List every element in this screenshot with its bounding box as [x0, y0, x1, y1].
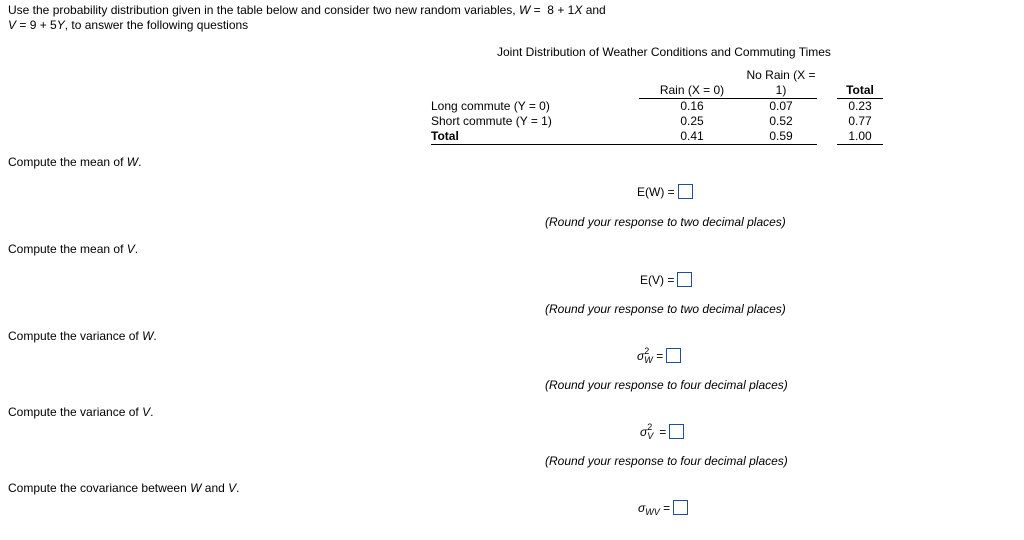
answer-variance-v: σ 2 V = — [640, 424, 684, 439]
sigma-symbol: σ — [637, 349, 645, 363]
row-label: Short commute (Y = 1) — [431, 114, 552, 128]
table-cell: 0.59 — [745, 129, 817, 145]
table-cell: 0.52 — [769, 114, 793, 128]
intro-text — [8, 3, 606, 33]
rounding-note: (Round your response to four decimal places) — [545, 378, 788, 392]
answer-mean-v — [640, 272, 692, 287]
table-header-no-rain: No Rain (X = 1) — [746, 68, 816, 97]
table-row-total — [431, 129, 883, 145]
table-header-total: Total — [837, 68, 883, 99]
answer-input-variance-v[interactable] — [669, 424, 684, 439]
question-covariance: Compute the covariance between W and V. — [8, 481, 240, 495]
answer-label: E(V) = — [640, 273, 675, 287]
question-mean-v: Compute the mean of V. — [8, 242, 139, 256]
joint-distribution-table — [431, 68, 883, 145]
answer-input-covariance[interactable] — [673, 500, 688, 515]
row-label: Long commute (Y = 0) — [431, 98, 550, 113]
table-row — [431, 99, 883, 115]
table-cell: 0.41 — [639, 129, 745, 145]
intro-line-1: Use the probability distribution given in the table below and consider two new random variables, W = 8 + 1X and — [8, 3, 606, 17]
answer-variance-w: σ 2 W = — [637, 348, 681, 363]
rounding-note: (Round your response to two decimal places) — [545, 215, 786, 229]
table-cell: 0.16 — [680, 99, 704, 113]
question-variance-w: Compute the variance of W. — [8, 329, 157, 343]
table-header-empty — [431, 68, 639, 99]
answer-input-mean-v[interactable] — [677, 272, 692, 287]
answer-label: E(W) = — [637, 185, 675, 199]
row-label: Total — [431, 129, 639, 145]
table-cell: 0.25 — [680, 114, 704, 128]
table-header-row — [431, 68, 883, 99]
sigma-symbol: σ — [640, 425, 648, 439]
sigma-symbol: σ — [638, 501, 646, 515]
rounding-note: (Round your response to four decimal places) — [545, 454, 788, 468]
table-header-rain: Rain (X = 0) — [639, 68, 745, 99]
answer-input-variance-w[interactable] — [666, 348, 681, 363]
rounding-note: (Round your response to two decimal places) — [545, 302, 786, 316]
table-cell: 0.23 — [848, 99, 872, 113]
table-cell: 1.00 — [837, 129, 883, 145]
table-cell: 0.77 — [848, 114, 872, 128]
answer-input-mean-w[interactable] — [678, 184, 693, 199]
answer-covariance: $\sigma_{WV}$ = — [638, 500, 688, 516]
table-caption: Joint Distribution of Weather Conditions and Commuting Times — [497, 45, 831, 59]
table-row — [431, 114, 883, 129]
question-variance-v: Compute the variance of V. — [8, 405, 154, 419]
table-cell: 0.07 — [769, 99, 793, 113]
intro-line-2: V = 9 + 5Y, to answer the following questions — [8, 18, 249, 32]
answer-mean-w — [637, 184, 693, 199]
question-mean-w: Compute the mean of W. — [8, 155, 142, 169]
